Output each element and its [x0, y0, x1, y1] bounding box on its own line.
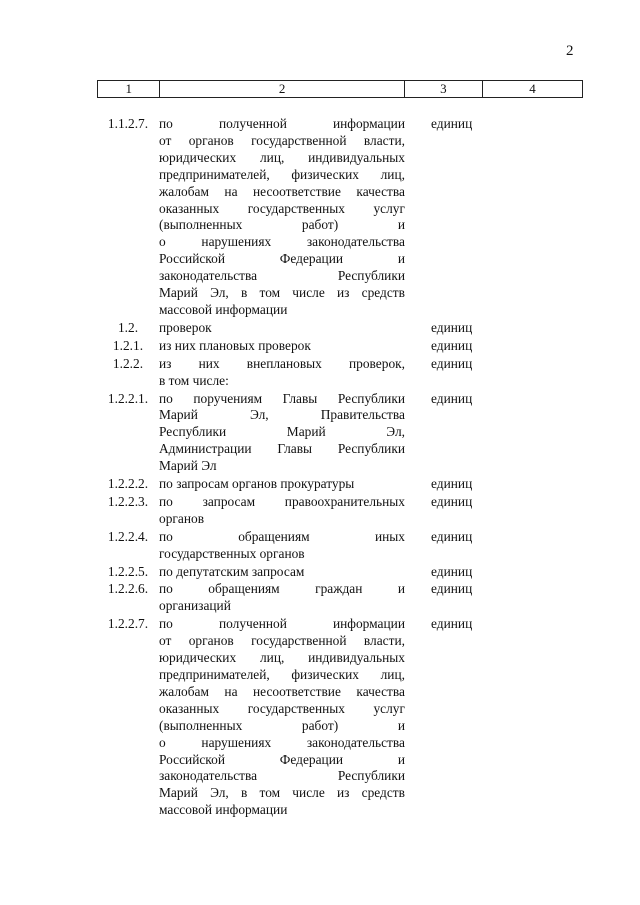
table-row — [97, 581, 583, 615]
table-row — [97, 338, 583, 355]
table-row — [97, 116, 583, 319]
table-row — [97, 494, 583, 528]
description-line: Марий Эл — [159, 458, 217, 474]
description-line: от органов государственной власти, — [159, 132, 405, 148]
description-line: в том числе: — [159, 372, 229, 388]
row-description — [159, 494, 405, 528]
row-number: 1.2.2.5. — [107, 563, 149, 579]
description-line: (выполненных работ) и — [159, 217, 405, 233]
description-line: органов — [159, 510, 205, 526]
table-row — [97, 616, 583, 819]
description-line: проверок — [159, 319, 212, 335]
description-line: массовой информации — [159, 802, 288, 818]
row-number: 1.2.2.2. — [107, 476, 149, 492]
row-unit: единиц — [431, 493, 473, 509]
row-description — [159, 320, 405, 337]
description-line: из них плановых проверок — [159, 337, 311, 353]
row-description — [159, 581, 405, 615]
description-line: Марий Эл, в том числе из средств — [159, 285, 405, 301]
table-row — [97, 529, 583, 563]
description-line: Российской Федерации и — [159, 751, 405, 767]
description-line: о нарушениях законодательства — [159, 734, 405, 750]
table-row — [97, 391, 583, 476]
row-unit: единиц — [431, 319, 473, 335]
description-line: Республики Марий Эл, — [159, 424, 405, 440]
description-line: предпринимателей, физических лиц, — [159, 166, 405, 182]
description-line: от органов государственной власти, — [159, 633, 405, 649]
column-header-table — [97, 80, 583, 98]
row-unit: единиц — [431, 563, 473, 579]
description-line: законодательства Республики — [159, 268, 405, 284]
row-description — [159, 616, 405, 819]
row-unit: единиц — [431, 476, 473, 492]
row-number: 1.2.2.7. — [107, 616, 149, 632]
description-line: (выполненных работ) и — [159, 717, 405, 733]
column-header-3: 3 — [404, 81, 482, 98]
table-row — [97, 564, 583, 581]
description-line: по депутатским запросам — [159, 563, 305, 579]
page-number: 2 — [566, 43, 574, 59]
row-unit: единиц — [431, 116, 473, 131]
row-number: 1.2.2.4. — [107, 528, 149, 544]
row-unit: единиц — [431, 581, 473, 597]
description-line: государственных органов — [159, 545, 305, 561]
row-unit: единиц — [431, 528, 473, 544]
row-description — [159, 564, 405, 581]
row-description — [159, 116, 405, 319]
description-line: оказанных государственных услуг — [159, 200, 405, 216]
description-line: по полученной информации — [159, 116, 405, 131]
description-line: по запросам правоохранительных — [159, 493, 405, 509]
description-line: законодательства Республики — [159, 768, 405, 784]
description-line: Марий Эл, в том числе из средств — [159, 785, 405, 801]
table-body — [97, 116, 583, 820]
table-row — [97, 476, 583, 493]
description-line: Марий Эл, Правительства — [159, 407, 405, 423]
description-line: по запросам органов прокуратуры — [159, 476, 355, 492]
row-number: 1.1.2.7. — [107, 116, 149, 131]
description-line: юридических лиц, индивидуальных — [159, 650, 405, 666]
row-number: 1.2.2.6. — [107, 581, 149, 597]
description-line: по обращениям граждан и — [159, 581, 405, 597]
table-row — [97, 356, 583, 390]
description-line: массовой информации — [159, 301, 288, 317]
row-description — [159, 391, 405, 476]
description-line: Администрации Главы Республики — [159, 441, 405, 457]
row-description — [159, 476, 405, 493]
row-number: 1.2.2.3. — [107, 493, 149, 509]
row-number: 1.2.2. — [112, 355, 144, 371]
row-unit: единиц — [431, 616, 473, 632]
row-unit: единиц — [431, 337, 473, 353]
description-line: по обращениям иных — [159, 528, 405, 544]
table-row — [97, 320, 583, 337]
description-line: юридических лиц, индивидуальных — [159, 149, 405, 165]
column-header-4: 4 — [483, 81, 583, 98]
row-unit: единиц — [431, 390, 473, 406]
row-description — [159, 356, 405, 390]
row-unit: единиц — [431, 355, 473, 371]
row-description — [159, 338, 405, 355]
row-number: 1.2.2.1. — [107, 390, 149, 406]
description-line: организаций — [159, 598, 231, 614]
description-line: по полученной информации — [159, 616, 405, 632]
row-description — [159, 529, 405, 563]
column-header-2: 2 — [160, 81, 404, 98]
description-line: жалобам на несоответствие качества — [159, 683, 405, 699]
description-line: жалобам на несоответствие качества — [159, 183, 405, 199]
description-line: о нарушениях законодательства — [159, 234, 405, 250]
row-number: 1.2.1. — [112, 337, 144, 353]
description-line: оказанных государственных услуг — [159, 700, 405, 716]
description-line: из них внеплановых проверок, — [159, 355, 405, 371]
description-line: Российской Федерации и — [159, 251, 405, 267]
description-line: по поручениям Главы Республики — [159, 390, 405, 406]
description-line: предпринимателей, физических лиц, — [159, 667, 405, 682]
column-header-1: 1 — [98, 81, 160, 98]
row-number: 1.2. — [117, 319, 139, 335]
